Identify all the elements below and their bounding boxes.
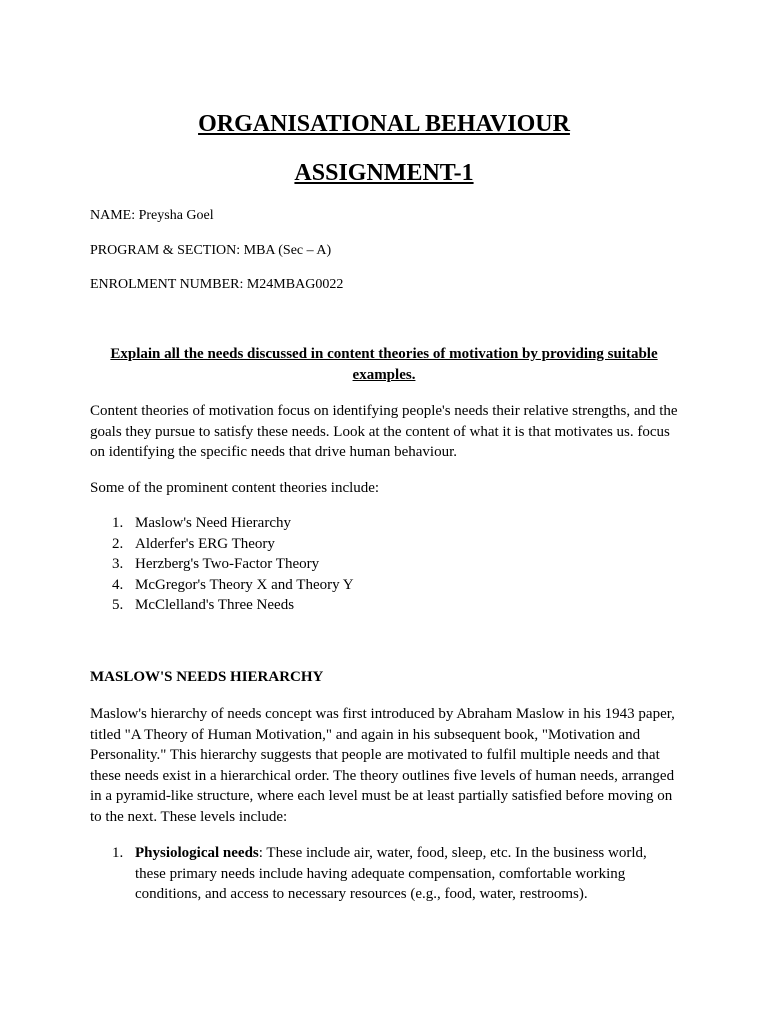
list-item — [90, 554, 680, 575]
list-item — [90, 843, 680, 905]
list-item-text: Maslow's Need Hierarchy — [135, 515, 291, 531]
list-item-text: Alderfer's ERG Theory — [135, 535, 275, 552]
list-item — [90, 513, 680, 534]
document-title: ORGANISATIONAL BEHAVIOUR — [198, 111, 570, 137]
level-term: Physiological needs — [135, 845, 259, 861]
list-item-text: Herzberg's Two-Factor Theory — [135, 556, 320, 572]
list-intro: Some of the prominent content theories include: — [90, 480, 380, 496]
list-item-number: 1. — [112, 515, 124, 531]
list-item-number: 2. — [112, 535, 124, 552]
maslow-paragraph: Maslow's hierarchy of needs concept was first introduced by Abraham Maslow in his 1943 paper, titled "A Theory of Human Motivation," and again in his subsequent book, "Motivation and Personality." This hierarchy suggests that people are motivated to fulfil multiple needs and that these needs exist in a hierarchical order. The theory outlines five levels of human needs, arranged in a pyramid-like structure, where each level must be at least partially satisfied before moving on to the next. These levels include: — [90, 706, 675, 825]
assignment-question: Explain all the needs discussed in content theories of motivation by providing suitable examples. — [110, 346, 658, 383]
list-item-number: 5. — [112, 597, 124, 613]
program-section: PROGRAM & SECTION: MBA (Sec – A) — [90, 243, 332, 258]
student-name: NAME: Preysha Goel — [90, 208, 214, 223]
enrolment-number: ENROLMENT NUMBER: M24MBAG0022 — [90, 277, 344, 292]
list-item — [90, 575, 680, 596]
list-item-number: 3. — [112, 556, 124, 572]
maslow-levels-list — [90, 843, 680, 905]
intro-paragraph: Content theories of motivation focus on identifying people's needs their relative strengths, and the goals they pursue to satisfy these needs. Look at the content of what it is that motivates us. focus on identifying the specific needs that drive human behaviour. — [90, 403, 678, 460]
list-item-text: McClelland's Three Needs — [135, 597, 295, 613]
list-item — [90, 595, 680, 616]
list-item-number: 1. — [112, 845, 124, 861]
list-item — [90, 534, 680, 555]
list-item-number: 4. — [112, 576, 124, 593]
theories-list — [90, 513, 680, 616]
section-heading-maslow: MASLOW'S NEEDS HIERARCHY — [90, 669, 324, 685]
document-subtitle: ASSIGNMENT-1 — [294, 160, 474, 186]
level-description: : These include air, water, food, sleep, etc. In the business world, these primary needs include having adequate compensation, comfortable working conditions, and access to necessary resources (e.g., food, water, restrooms). — [135, 845, 647, 902]
list-item-text: McGregor's Theory X and Theory Y — [135, 576, 354, 593]
